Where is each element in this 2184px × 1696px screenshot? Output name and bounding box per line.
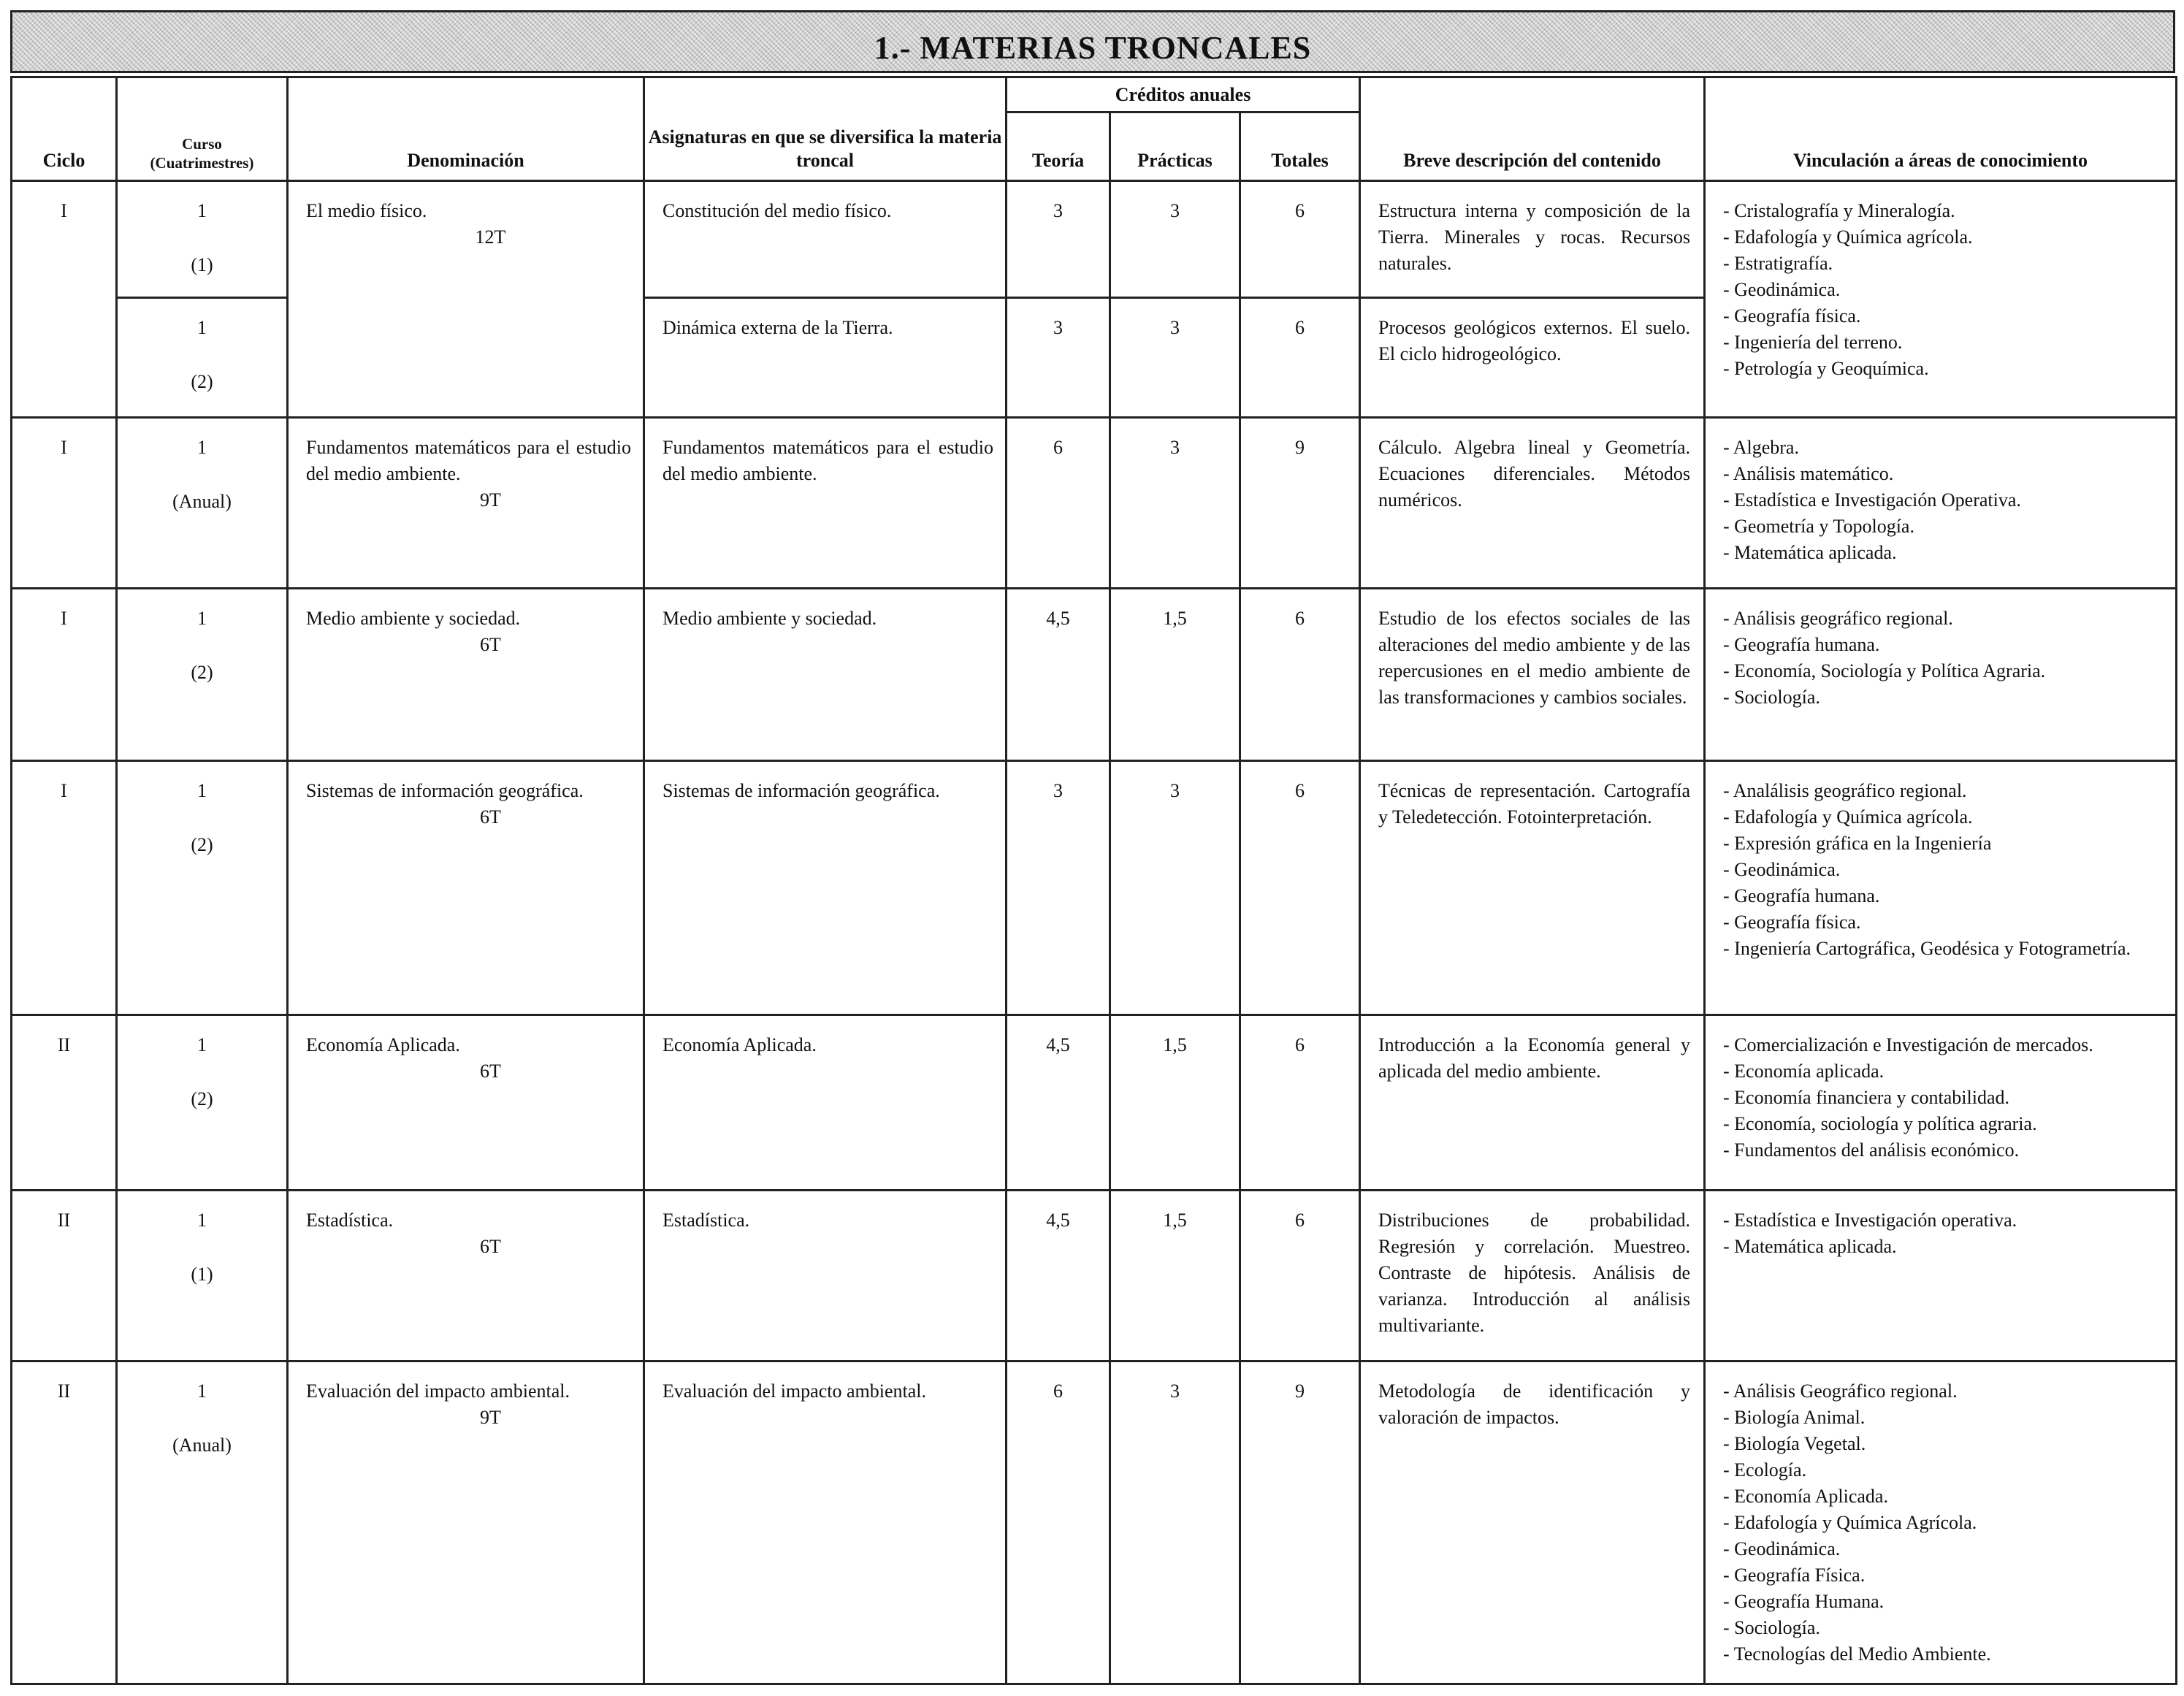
denominacion-name: Medio ambiente y sociedad.	[306, 608, 521, 629]
area-item: - Economía Aplicada.	[1723, 1486, 1888, 1507]
curso-cell	[117, 761, 288, 1015]
ciclo-cell: I	[12, 418, 117, 589]
table-row	[12, 589, 2177, 761]
teoria-cell: 3	[1007, 298, 1110, 418]
curso-value: 1	[197, 780, 207, 801]
area-item: - Estadística e Investigación Operativa.	[1723, 489, 2021, 511]
area-item: - Geografía Humana.	[1723, 1591, 1885, 1612]
totales-cell: 6	[1240, 1015, 1360, 1191]
table-row	[12, 418, 2177, 589]
area-item: - Matemática aplicada.	[1723, 1236, 1897, 1257]
area-item: - Biología Animal.	[1723, 1407, 1866, 1428]
teoria-cell: 6	[1007, 418, 1110, 589]
denominacion-name: Fundamentos matemáticos para el estudio del medio ambiente.	[306, 437, 631, 484]
area-item: - Economía aplicada.	[1723, 1061, 1885, 1082]
header-curso-label: Curso	[182, 135, 222, 153]
area-item: - Geografía Física.	[1723, 1565, 1866, 1586]
table-row	[12, 1191, 2177, 1361]
ciclo-cell: I	[12, 589, 117, 761]
area-item: - Comercialización e Investigación de mercados.	[1723, 1034, 2093, 1055]
area-item: - Edafología y Química agrícola.	[1723, 226, 1973, 248]
curso-value: 1	[197, 1380, 207, 1402]
materias-table	[10, 76, 2177, 1685]
totales-cell: 6	[1240, 761, 1360, 1015]
cuatrimestre-value: (1)	[191, 254, 213, 275]
cuatrimestre-value: (Anual)	[172, 1435, 232, 1456]
denominacion-code: 6T	[480, 1061, 501, 1082]
area-item: - Expresión gráfica en la Ingeniería	[1723, 833, 1992, 854]
denominacion-cell	[288, 761, 644, 1015]
teoria-cell: 4,5	[1007, 589, 1110, 761]
totales-cell: 6	[1240, 1191, 1360, 1361]
area-item: - Tecnologías del Medio Ambiente.	[1723, 1643, 1991, 1665]
teoria-cell: 3	[1007, 761, 1110, 1015]
denominacion-name: Sistemas de información geográfica.	[306, 780, 584, 801]
denominacion-code: 6T	[480, 634, 501, 655]
curso-value: 1	[197, 1210, 207, 1231]
totales-cell: 6	[1240, 589, 1360, 761]
totales-cell: 9	[1240, 1361, 1360, 1684]
denominacion-code: 12T	[475, 226, 506, 248]
curso-value: 1	[197, 317, 207, 338]
area-item: - Ingeniería Cartográfica, Geodésica y Fotogrametría.	[1723, 938, 2131, 959]
area-item: - Analálisis geográfico regional.	[1723, 780, 1967, 801]
area-item: - Edafología y Química Agrícola.	[1723, 1512, 1977, 1533]
asignatura-cell: Medio ambiente y sociedad.	[644, 589, 1007, 761]
header-vinculacion: Vinculación a áreas de conocimiento	[1705, 77, 2177, 181]
ciclo-cell: II	[12, 1191, 117, 1361]
asignatura-cell: Fundamentos matemáticos para el estudio del medio ambiente.	[644, 418, 1007, 589]
table-row	[12, 1361, 2177, 1684]
header-curso	[117, 77, 288, 181]
teoria-cell: 4,5	[1007, 1191, 1110, 1361]
areas-cell	[1705, 761, 2177, 1015]
denominacion-name: Economía Aplicada.	[306, 1034, 460, 1055]
areas-cell	[1705, 181, 2177, 418]
header-creditos: Créditos anuales	[1007, 77, 1360, 112]
area-item: - Algebra.	[1723, 437, 1799, 458]
practicas-cell: 3	[1110, 418, 1240, 589]
teoria-cell: 3	[1007, 181, 1110, 298]
areas-cell	[1705, 589, 2177, 761]
asignatura-cell: Estadística.	[644, 1191, 1007, 1361]
area-item: - Estratigrafía.	[1723, 253, 1833, 274]
descripcion-cell: Técnicas de representación. Cartografía y Teledetección. Fotointerpretación.	[1360, 761, 1705, 1015]
header-totales: Totales	[1240, 112, 1360, 181]
area-item: - Geografía humana.	[1723, 634, 1880, 655]
areas-cell	[1705, 1191, 2177, 1361]
areas-cell	[1705, 1015, 2177, 1191]
curso-cell	[117, 418, 288, 589]
header-ciclo: Ciclo	[12, 77, 117, 181]
table-row	[12, 1015, 2177, 1191]
header-curso-sub: (Cuatrimestres)	[150, 154, 254, 172]
practicas-cell: 3	[1110, 298, 1240, 418]
practicas-cell: 3	[1110, 1361, 1240, 1684]
area-item: - Estadística e Investigación operativa.	[1723, 1210, 2017, 1231]
area-item: - Sociología.	[1723, 687, 1820, 708]
denominacion-cell	[288, 1015, 644, 1191]
area-item: - Economía, Sociología y Política Agraria.	[1723, 660, 2046, 681]
practicas-cell: 1,5	[1110, 1015, 1240, 1191]
area-item: - Geografía humana.	[1723, 885, 1880, 906]
descripcion-cell: Introducción a la Economía general y aplicada del medio ambiente.	[1360, 1015, 1705, 1191]
area-item: - Economía financiera y contabilidad.	[1723, 1087, 2010, 1108]
cuatrimestre-value: (2)	[191, 371, 213, 392]
totales-cell: 9	[1240, 418, 1360, 589]
denominacion-code: 9T	[480, 489, 501, 511]
cuatrimestre-value: (Anual)	[172, 491, 232, 512]
area-item: - Análisis matemático.	[1723, 463, 1894, 484]
denominacion-code: 6T	[480, 806, 501, 828]
cuatrimestre-value: (2)	[191, 662, 213, 683]
area-item: - Análisis geográfico regional.	[1723, 608, 1953, 629]
descripcion-cell: Cálculo. Algebra lineal y Geometría. Ecuaciones diferenciales. Métodos numéricos.	[1360, 418, 1705, 589]
area-item: - Cristalografía y Mineralogía.	[1723, 200, 1955, 221]
curso-cell	[117, 181, 288, 298]
table-row	[12, 761, 2177, 1015]
denominacion-cell	[288, 1361, 644, 1684]
cuatrimestre-value: (1)	[191, 1264, 213, 1285]
area-item: - Biología Vegetal.	[1723, 1433, 1866, 1454]
area-item: - Geodinámica.	[1723, 1538, 1841, 1559]
area-item: - Geografía física.	[1723, 912, 1861, 933]
table-row	[12, 181, 2177, 298]
ciclo-cell: II	[12, 1361, 117, 1684]
areas-cell	[1705, 1361, 2177, 1684]
ciclo-cell: I	[12, 761, 117, 1015]
descripcion-cell: Estructura interna y composición de la Tierra. Minerales y rocas. Recursos naturales.	[1360, 181, 1705, 298]
asignatura-cell: Evaluación del impacto ambiental.	[644, 1361, 1007, 1684]
area-item: - Matemática aplicada.	[1723, 542, 1897, 563]
areas-cell	[1705, 418, 2177, 589]
denominacion-cell	[288, 418, 644, 589]
header-practicas: Prácticas	[1110, 112, 1240, 181]
area-item: - Análisis Geográfico regional.	[1723, 1380, 1958, 1402]
teoria-cell: 6	[1007, 1361, 1110, 1684]
cuatrimestre-value: (2)	[191, 834, 213, 855]
area-item: - Geografía física.	[1723, 305, 1861, 326]
denominacion-cell	[288, 589, 644, 761]
asignatura-cell: Economía Aplicada.	[644, 1015, 1007, 1191]
ciclo-cell: II	[12, 1015, 117, 1191]
title-banner	[10, 10, 2175, 73]
header-asignaturas: Asignaturas en que se diversifica la materia troncal	[644, 77, 1007, 181]
header-denominacion: Denominación	[288, 77, 644, 181]
header-descripcion: Breve descripción del contenido	[1360, 77, 1705, 181]
curso-value: 1	[197, 1034, 207, 1055]
curso-value: 1	[197, 437, 207, 458]
denominacion-name: El medio físico.	[306, 200, 427, 221]
area-item: - Petrología y Geoquímica.	[1723, 358, 1929, 379]
denominacion-cell	[288, 1191, 644, 1361]
asignatura-cell: Sistemas de información geográfica.	[644, 761, 1007, 1015]
asignatura-cell: Dinámica externa de la Tierra.	[644, 298, 1007, 418]
area-item: - Geodinámica.	[1723, 859, 1841, 880]
practicas-cell: 1,5	[1110, 589, 1240, 761]
asignatura-cell: Constitución del medio físico.	[644, 181, 1007, 298]
descripcion-cell: Estudio de los efectos sociales de las alteraciones del medio ambiente y de las repercusiones en el medio ambiente de las transformaciones y cambios sociales.	[1360, 589, 1705, 761]
curso-cell	[117, 1191, 288, 1361]
denominacion-name: Evaluación del impacto ambiental.	[306, 1380, 570, 1402]
descripcion-cell: Distribuciones de probabilidad. Regresión y correlación. Muestreo. Contraste de hipótesis. Análisis de varianza. Introducción al análisis multivariante.	[1360, 1191, 1705, 1361]
page-title: 1.- MATERIAS TRONCALES	[874, 30, 1312, 66]
area-item: - Fundamentos del análisis económico.	[1723, 1139, 2020, 1161]
descripcion-cell: Procesos geológicos externos. El suelo. El ciclo hidrogeológico.	[1360, 298, 1705, 418]
practicas-cell: 3	[1110, 761, 1240, 1015]
area-item: - Sociología.	[1723, 1617, 1820, 1638]
area-item: - Geometría y Topología.	[1723, 516, 1914, 537]
totales-cell: 6	[1240, 181, 1360, 298]
cuatrimestre-value: (2)	[191, 1088, 213, 1109]
denominacion-code: 6T	[480, 1236, 501, 1257]
descripcion-cell: Metodología de identificación y valoración de impactos.	[1360, 1361, 1705, 1684]
totales-cell: 6	[1240, 298, 1360, 418]
practicas-cell: 3	[1110, 181, 1240, 298]
teoria-cell: 4,5	[1007, 1015, 1110, 1191]
curso-cell	[117, 1015, 288, 1191]
denominacion-code: 9T	[480, 1407, 501, 1428]
area-item: - Geodinámica.	[1723, 279, 1841, 300]
practicas-cell: 1,5	[1110, 1191, 1240, 1361]
curso-cell	[117, 1361, 288, 1684]
ciclo-cell: I	[12, 181, 117, 418]
curso-value: 1	[197, 200, 207, 221]
area-item: - Edafología y Química agrícola.	[1723, 806, 1973, 828]
area-item: - Ingeniería del terreno.	[1723, 332, 1903, 353]
denominacion-name: Estadística.	[306, 1210, 394, 1231]
area-item: - Ecología.	[1723, 1459, 1807, 1481]
header-teoria: Teoría	[1007, 112, 1110, 181]
area-item: - Economía, sociología y política agraria.	[1723, 1113, 2037, 1134]
curso-value: 1	[197, 608, 207, 629]
denominacion-cell	[288, 181, 644, 418]
curso-cell	[117, 298, 288, 418]
curso-cell	[117, 589, 288, 761]
